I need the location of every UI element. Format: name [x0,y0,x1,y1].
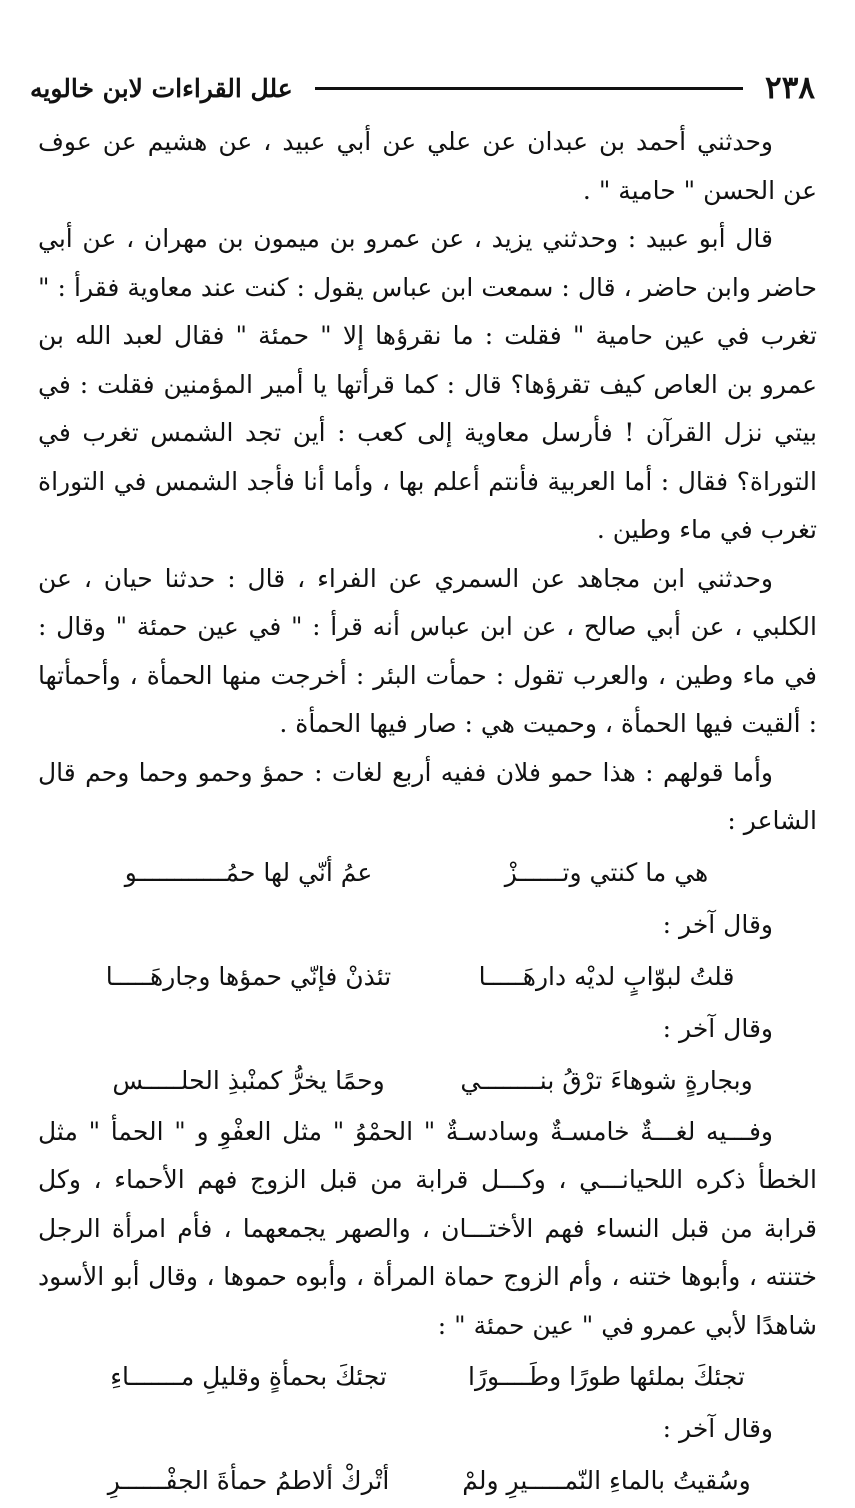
verse-4 [38,1350,817,1404]
verse-1 [38,846,817,900]
page-body [38,118,817,1508]
page-number: ٢٣٨ [765,70,815,106]
verse-intro-3: وقال آخر : [662,1013,773,1043]
paragraph-4: وأما قولهم : هذا حمو فلان ففيه أربع لغات : حمؤ وحمو وحما وحم قال الشاعر : [38,757,817,835]
verse-5-second-hemistich: أتْركْ ألاطمُ حمأةَ الجفْــــــرِ [107,1466,390,1495]
paragraph-2: قال أبو عبيد : وحدثني يزيد ، عن عمرو بن ميمون بن مهران ، عن أبي حاضر وابن حاضر ، قال : سمعت ابن عباس يقول : كنت عند معاوية فقرأ : " تغرب في عين حامية " فقلت : ما نقرؤها إلا " حمئة " فقال لعبد الله بن عمرو بن العاص كيف تقرؤها؟ قال : كما قرأتها يا أمير المؤمنين فقلت : في بيتي نزل القرآن ! فأرسل معاوية إلى كعب : أين تجد الشمس تغرب في التوراة؟ فقال : أما العربية فأنتم أعلم بها ، وأما أنا فأجد الشمس في التوراة تغرب في ماء وطين . [38,224,817,544]
verse-2 [38,950,817,1004]
page-header [30,62,815,114]
verse-3-first-hemistich: وبجارةٍ شوهاءَ ترْقُ بنــــــــي [460,1065,753,1095]
verse-2-second-hemistich: تئذنْ فإنّي حمؤها وجارهَـــــا [105,961,392,991]
verse-2-first-hemistich: قلتُ لبوّابٍ لديْه دارهَـــــا [478,961,735,991]
verse-5-first-hemistich: وسُقيتُ بالماءِ النّمـــــيرِ ولمْ [462,1466,751,1495]
verse-intro-2: وقال آخر : [662,909,773,939]
verse-intro-4: وقال آخر : [662,1414,773,1443]
running-title: علل القراءات لابن خالويه [30,73,293,103]
paragraph-3: وحدثني ابن مجاهد عن السمري عن الفراء ، قال : حدثنا حيان ، عن الكلبي ، عن أبي صالح ، عن ابن عباس أنه قرأ : " في عين حمئة " وقال : في ماء وطين ، والعرب تقول : حمأت البئر : أخرجت منها الحمأة ، وأحمأتها : ألقيت فيها الحمأة ، وحميت هي : صار فيها الحمأة . [38,563,817,738]
verse-5 [38,1454,817,1508]
paragraph-5: وفـــيه لغـــةٌ خامسـةٌ وسادسـةٌ " الحمْوُ " مثل العفْوِ و " الحمأ " مثل الخطأ ذكره اللحيانـــي ، وكـــل قرابة من قبل الزوج فهم الأحماء ، وكل قرابة من قبل النساء فهم الأختـــان ، والصهر يجمعهما ، فأم امرأة الرجل ختنته ، وأبوها ختنه ، وأم الزوج حماة المرأة ، وأبوه حموها ، وقال أبو الأسود شاهدًا لأبي عمرو في " عين حمئة " : [38,1116,817,1340]
verse-3 [38,1054,817,1108]
verse-4-first-hemistich: تجئكَ بملئها طورًا وطَــــورًا [468,1362,745,1391]
verse-4-second-hemistich: تجئكَ بحمأةٍ وقليلِ مـــــــاءِ [110,1362,387,1391]
header-rule [315,87,743,90]
verse-1-second-hemistich: عمُ أنّي لها حمُــــــــــــو [124,857,373,887]
verse-3-second-hemistich: وحمًا يخرُّ كمنْبذِ الحلـــــس [112,1065,385,1095]
paragraph-1: وحدثني أحمد بن عبدان عن علي عن أبي عبيد ، عن هشيم عن عوف عن الحسن " حامية " . [38,127,817,205]
verse-1-first-hemistich: هي ما كنتي وتــــــزْ [504,857,709,887]
